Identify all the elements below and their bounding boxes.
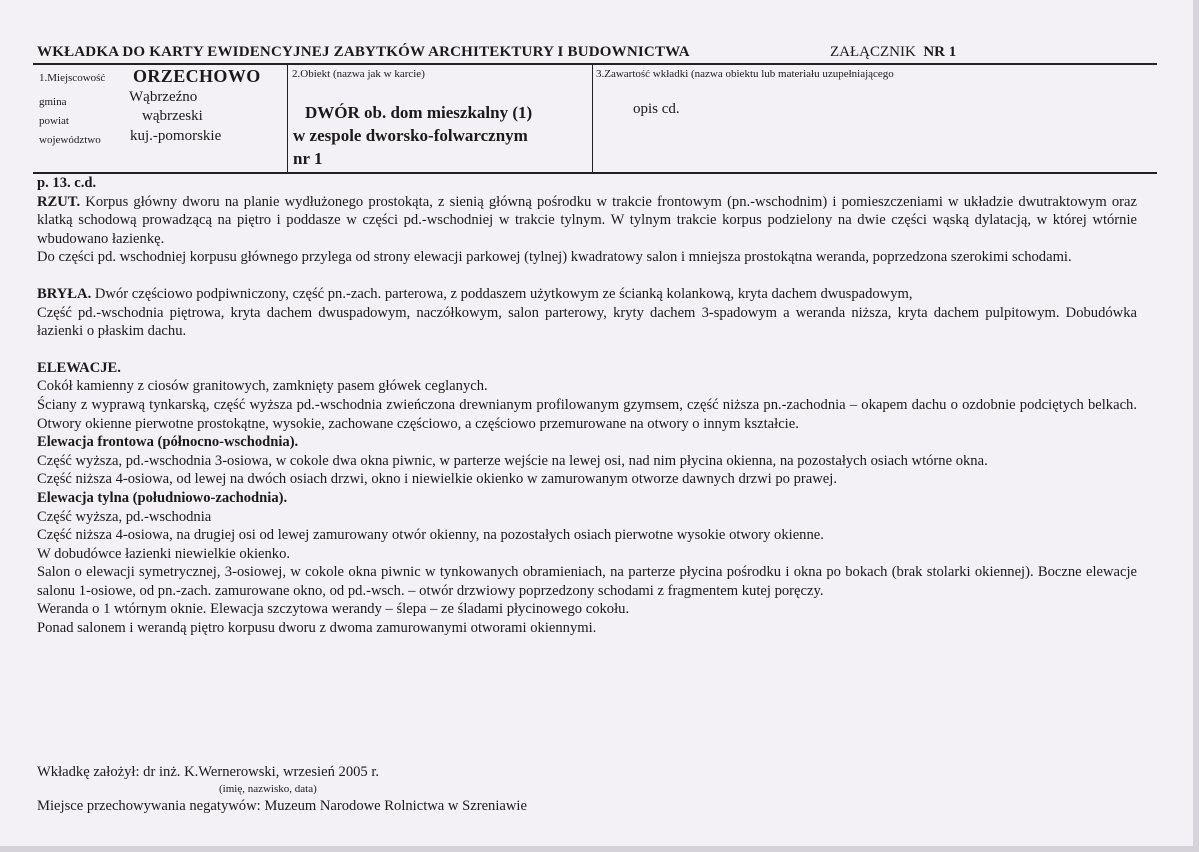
- tylna-text-5: Weranda o 1 wtórnym oknie. Elewacja szczytowa werandy – ślepa – ze śladami płycinowego cokołu.: [37, 601, 630, 618]
- object-line-2: w zespole dworsko-folwarcznym: [293, 126, 528, 145]
- rzut-text: Korpus główny dworu na planie wydłużonego prostokąta, z sienią główną pośrodku w trakcie frontowym (pn.-wschodnim) i pomieszczeniami w układzie dwutraktowym oraz klatką schodową prowadzącą na piętro i poddasze w części pd.-wschodniej w trakcie tylnym. W tylnym trakcie korpus podzielony na dwie części wąską dylatacją, w której wtórnie wbudowano łazienkę.: [37, 193, 1137, 247]
- wojewodztwo-value: kuj.-pomorskie: [130, 128, 222, 144]
- locality-value: ORZECHOWO: [133, 66, 261, 86]
- annex-label: [830, 44, 956, 61]
- front-text-2: Część niższa 4-osiowa, od lewej na dwóch osiach drzwi, okno i niewielkie okienko w zamurowanym otworze dawnych drzwi po prawej.: [37, 471, 837, 488]
- locality-label: 1.Miejscowość: [39, 72, 106, 84]
- bryla-heading: BRYŁA.: [37, 285, 92, 302]
- annex-label-text: ZAŁĄCZNIK: [830, 44, 916, 60]
- powiat-value: wąbrzeski: [142, 108, 203, 124]
- tylna-text-6: Ponad salonem i werandą piętro korpusu dworu z dwoma zamurowanymi otworami okiennymi.: [37, 620, 597, 637]
- card-title: WKŁADKA DO KARTY EWIDENCYJNEJ ZABYTKÓW ARCHITEKTURY I BUDOWNICTWA: [37, 44, 690, 60]
- divider-1: [287, 64, 288, 172]
- tylna-text-1: Część wyższa, pd.-wschodnia: [37, 508, 212, 525]
- front-text-1: Część wyższa, pd.-wschodnia 3-osiowa, w cokole dwa okna piwnic, w parterze wejście na lewej osi, nad nim płycina okienna, na pozostałych osiach wtórne okna.: [37, 452, 988, 469]
- bryla-paragraph: [37, 285, 1137, 304]
- description-body: [37, 174, 1137, 638]
- page-ref: p. 13. c.d.: [37, 175, 97, 191]
- tylna-text-2: Część niższa 4-osiowa, na drugiej osi od lewej zamurowany otwór okienny, na pozostałych osiach pierwotne wysokie otwory okienne.: [37, 527, 824, 544]
- object-line-1: DWÓR ob. dom mieszkalny (1): [305, 103, 533, 122]
- bryla-text: Dwór częściowo podpiwniczony, część pn.-zach. parterowa, z poddaszem użytkowym ze ścianką kolankową, kryta dachem dwuspadowym,: [91, 285, 913, 302]
- top-rule: [33, 63, 1157, 65]
- card-edge-bottom: [0, 846, 1199, 852]
- front-heading: Elewacja frontowa (północno-wschodnia).: [37, 434, 299, 451]
- tylna-heading: Elewacja tylna (południowo-zachodnia).: [37, 489, 288, 506]
- contents-label: 3.Zawartość wkładki (nazwa obiektu lub materiału uzupełniającego: [596, 68, 894, 80]
- card-edge-right: [1193, 0, 1199, 852]
- object-line-3: nr 1: [293, 149, 323, 168]
- contents-value: opis cd.: [633, 101, 680, 117]
- powiat-label: powiat: [39, 115, 69, 127]
- annex-number: NR 1: [923, 44, 957, 60]
- elewacje-heading: ELEWACJE.: [37, 359, 121, 376]
- gmina-value: Wąbrzeźno: [129, 89, 198, 105]
- author-line: Wkładkę założył: dr inż. K.Wernerowski, wrzesień 2005 r.: [37, 764, 380, 780]
- elewacje-text-2: Ściany z wyprawą tynkarską, część wyższa pd.-wschodnia zwieńczona drewnianym profilowanym gzymsem, część niższa pn.-zachodnia – okapem dachu o ozdobnie podciętych belkach. Otwory okienne pierwotne prostokątne, wysokie, zachowane częściowo, a częściowo przemurowane na otwory o innym kształcie.: [37, 396, 1137, 432]
- tylna-text-3: W dobudówce łazienki niewielkie okienko.: [37, 545, 291, 562]
- elewacje-text-1: Cokół kamienny z ciosów granitowych, zamknięty pasem główek ceglanych.: [37, 378, 488, 395]
- object-label: 2.Obiekt (nazwa jak w karcie): [292, 68, 425, 80]
- rzut-text-2: Do części pd. wschodniej korpusu głównego przylega od strony elewacji parkowej (tylnej) kwadratowy salon i mniejsza prostokątna weranda, poprzedzona szerokimi schodami.: [37, 249, 1072, 266]
- divider-2: [592, 64, 593, 172]
- author-note: (imię, nazwisko, data): [219, 783, 317, 795]
- bryla-text-2: Część pd.-wschodnia piętrowa, kryta dachem dwuspadowym, naczółkowym, salon parterowy, kryty dachem 3-spadowym a weranda niższa, kryta dachem pulpitowym. Dobudówka łazienki o płaskim dachu.: [37, 304, 1137, 340]
- gmina-label: gmina: [39, 96, 67, 108]
- tylna-text-4: Salon o elewacji symetrycznej, 3-osiowej, w cokole okna piwnic w tynkowanych obramieniach, na parterze płycina pośrodku i okna po bokach (brak stolarki okiennej). Boczne elewacje salonu 1-osiowe, od pn.-zach. zamurowane okno, od pd.-wsch. – otwór drzwiowy poprzedzony schodami z fragmentem kutej poręczy.: [37, 564, 1137, 599]
- rzut-heading: RZUT.: [37, 193, 81, 210]
- storage-line: Miejsce przechowywania negatywów: Muzeum Narodowe Rolnictwa w Szreniawie: [37, 798, 527, 814]
- wojewodztwo-label: województwo: [39, 134, 101, 146]
- rzut-paragraph: [37, 193, 1137, 249]
